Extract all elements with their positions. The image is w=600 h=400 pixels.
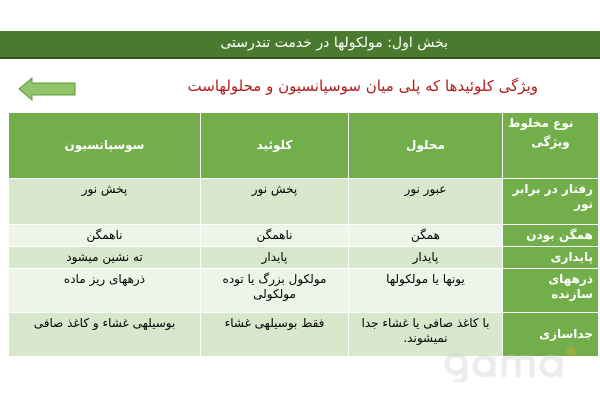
corner-mixture-type: نوع مخلوط [508, 116, 574, 130]
table-cell: همگن [349, 225, 503, 247]
table-cell: ذرههای ریز ماده [9, 269, 201, 313]
table-row [9, 179, 599, 225]
row-header: همگن بودن [503, 225, 599, 247]
table-cell: عبور نور [349, 179, 503, 225]
table-corner-cell [503, 113, 599, 179]
left-arrow-icon[interactable] [18, 77, 76, 101]
table-cell: ناهمگن [9, 225, 201, 247]
row-header: پایداری [503, 247, 599, 269]
gama-logo [440, 342, 580, 382]
table-cell: پایدار [349, 247, 503, 269]
header-bar [0, 31, 600, 59]
row-header: جداسازی [503, 313, 599, 357]
table-cell: پخش نور [201, 179, 349, 225]
slide-subtitle: ویژگی کلوئیدها که پلی میان سوسپانسیون و محلولهاست [187, 77, 538, 95]
table-row [9, 225, 599, 247]
table-cell: ناهمگن [201, 225, 349, 247]
table-cell: با کاغذ صافی یا غشاء جدا نمیشوند. [349, 313, 503, 357]
table-row [9, 269, 599, 313]
corner-property: ویژگی [531, 135, 570, 149]
table-cell: ته نشین میشود [9, 247, 201, 269]
table-row [9, 247, 599, 269]
page-title: بخش اول: مولکولها در خدمت تندرستی [220, 35, 448, 51]
table-cell: پخش نور [9, 179, 201, 225]
table-cell: بوسیلهی غشاء و کاغذ صافی [9, 313, 201, 357]
comparison-table [8, 112, 599, 357]
row-header: رفتار در برابر نور [503, 179, 599, 225]
table-header-row [9, 113, 599, 179]
table-cell: پایدار [201, 247, 349, 269]
column-header: سوسپانسیون [9, 113, 201, 179]
column-header: کلوئید [201, 113, 349, 179]
column-header: محلول [349, 113, 503, 179]
table-cell: یونها یا مولکولها [349, 269, 503, 313]
table-cell: مولکول بزرگ یا توده مولکولی [201, 269, 349, 313]
row-header: ذرههای سازنده [503, 269, 599, 313]
table-cell: فقط بوسیلهی غشاء [201, 313, 349, 357]
